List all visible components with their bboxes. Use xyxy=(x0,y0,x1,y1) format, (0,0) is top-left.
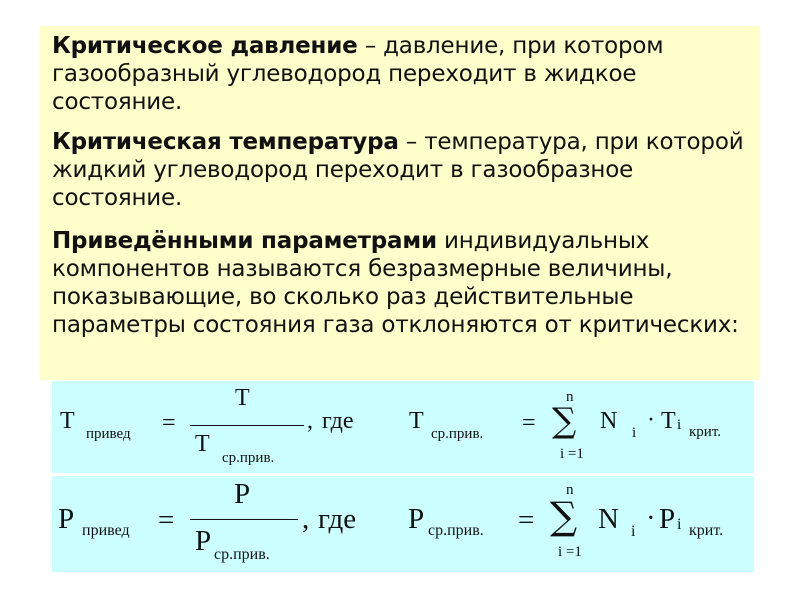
t-comma: , xyxy=(307,408,313,434)
p-where: где xyxy=(318,503,357,535)
t-numerator: T xyxy=(235,385,250,411)
p-p-symbol: P xyxy=(659,503,676,535)
t-n-symbol: N xyxy=(600,408,618,434)
p-fraction-line xyxy=(190,519,298,520)
p-numerator: P xyxy=(234,478,251,510)
p-eq2: = xyxy=(518,504,535,536)
p-p-sub2: крит. xyxy=(689,522,724,539)
text-reduced-parameters: индивидуальных компонентов называются безразмерные величины, показывающие, во сколько раз действительные параметры состояния газа отклоняются от критических: xyxy=(52,228,739,338)
p-sum-top: n xyxy=(566,482,574,498)
text-critical-pressure: – давление, при котором газообразный углеводород переходит в жидкое состояние. xyxy=(52,33,664,115)
p-comma: , xyxy=(302,503,310,535)
p-n-symbol: N xyxy=(598,503,619,535)
definition-reduced-parameters xyxy=(52,227,752,339)
p-eq: = xyxy=(158,504,175,536)
t-eq: = xyxy=(162,410,176,436)
p-lhs-sub: привед xyxy=(82,522,130,539)
p-rhs-symbol: P xyxy=(408,503,425,535)
t-n-sub: i xyxy=(632,425,637,441)
t-t-sub2: крит. xyxy=(689,424,721,440)
p-rhs-sub: ср.прив. xyxy=(428,522,484,539)
term-reduced-parameters: Приведёнными параметрами xyxy=(52,228,437,254)
t-t-symbol: T xyxy=(661,408,676,434)
t-den-symbol: T xyxy=(195,431,210,457)
p-dot: · xyxy=(646,502,656,534)
p-den-sub: ср.прив. xyxy=(214,546,270,563)
p-sum-icon: ∑ xyxy=(550,494,578,538)
t-lhs-symbol: T xyxy=(60,408,75,434)
term-critical-temperature: Критическая температура xyxy=(52,129,399,155)
t-rhs-symbol: T xyxy=(409,408,424,434)
p-p-sub: i xyxy=(677,516,682,533)
formula-pressure xyxy=(52,476,754,572)
t-t-sub: i xyxy=(677,417,682,433)
t-sum-top: n xyxy=(566,389,574,405)
t-sum-icon: ∑ xyxy=(552,401,577,441)
formula-temperature xyxy=(52,381,754,473)
p-n-sub: i xyxy=(631,523,636,540)
definition-critical-pressure xyxy=(52,32,752,116)
definitions-box xyxy=(40,26,760,380)
t-rhs-sub: ср.прив. xyxy=(431,426,484,442)
t-eq2: = xyxy=(522,410,536,436)
t-sum-bottom: i =1 xyxy=(560,446,584,462)
t-dot: · xyxy=(647,407,655,433)
p-sum-bottom: i =1 xyxy=(558,544,582,560)
p-lhs-symbol: P xyxy=(58,503,75,535)
term-critical-pressure: Критическое давление xyxy=(52,33,358,59)
definition-critical-temperature xyxy=(52,128,752,212)
text-critical-temperature: – температура, при которой жидкий углеводород переходит в газообразное состояние. xyxy=(52,129,744,211)
t-den-sub: ср.прив. xyxy=(222,450,275,466)
t-fraction-line xyxy=(190,425,304,426)
t-lhs-sub: привед xyxy=(86,426,131,442)
p-den-symbol: P xyxy=(195,525,212,557)
t-where: где xyxy=(322,408,354,434)
